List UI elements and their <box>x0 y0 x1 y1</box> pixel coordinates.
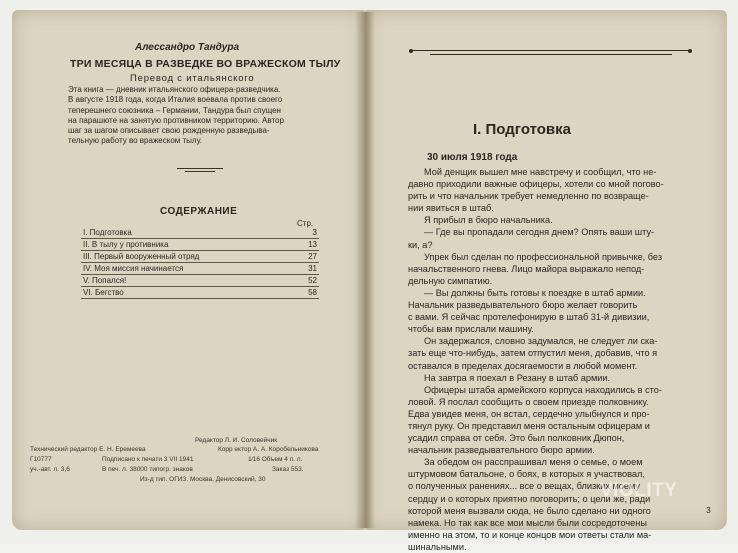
body-line: Я прибыл в бюро начальника. <box>424 215 553 226</box>
annotation-line: шаг за шагом описывает свою рожденную разведыва- <box>68 126 270 136</box>
imprint-sheets: уч.-авт. л. 3,6 <box>30 466 70 473</box>
book-title: ТРИ МЕСЯЦА В РАЗВЕДКЕ ВО ВРАЖЕСКОМ ТЫЛУ <box>70 58 341 70</box>
body-line: начальник разведывательного бюро армии. <box>408 445 595 456</box>
body-line: тянул руку. Он представил меня остальным офицерам и <box>408 420 650 431</box>
toc-page: 58 <box>308 288 317 297</box>
body-line: ки, а? <box>408 239 433 250</box>
annotation <box>68 85 328 147</box>
toc-page: 3 <box>312 228 317 237</box>
body-line: которой меня вызвали сюда, не было сделано ни одного <box>408 505 651 516</box>
chapter-title: I. Подготовка <box>473 121 571 138</box>
page-column-label: Стр. <box>297 219 314 228</box>
body-line: чтобы вам прислали машину. <box>408 324 534 335</box>
imprint-code: Г10777 <box>30 456 52 463</box>
author-name: Алессандро Тандура <box>135 42 240 53</box>
toc-title: III. Первый вооруженный отряд <box>83 252 200 261</box>
body-line: усадил справа от себя. Это был полковник Дюпон, <box>408 433 625 444</box>
translation-note: Перевод с итальянского <box>130 73 255 84</box>
annotation-line: на парашюте на занятую противником территорию. Автор <box>68 115 284 125</box>
toc-title: VI. Бегство <box>83 288 124 297</box>
body-line: рить и что начальник требует немедленно по возвраще- <box>408 191 649 202</box>
table-of-contents <box>81 227 319 299</box>
toc-title: IV. Моя миссия начинается <box>83 264 184 273</box>
body-line: На завтра я поехал в Резану в штаб армии. <box>424 372 611 383</box>
body-line: штурмовом батальоне, о боях, в которых я участвовал, <box>408 469 645 480</box>
body-line: дельную симпатию. <box>408 275 493 286</box>
body-line: Начальник разведывательного бюро желает говорить <box>408 300 638 311</box>
body-line: давно приходили важные офицеры, хотели со мной погово- <box>408 179 664 190</box>
toc-page: 52 <box>308 276 317 285</box>
body-line: о полученных ранениях... все о вещах, близких моему <box>408 481 641 492</box>
body-line: именно на этом, то и конце концов мои ответы стали ма- <box>408 529 652 540</box>
body-line: зать еще что-нибудь, затем отпустил меня, добавив, что я <box>408 348 658 359</box>
annotation-line: тельную работу во вражеском тылу. <box>68 136 203 146</box>
body-line: Офицеры штаба армейского корпуса находились в сто- <box>424 384 662 395</box>
imprint-print-info: В печ. л. 38000 типогр. знаков <box>102 466 193 473</box>
decorative-dot <box>688 49 692 53</box>
ornament-rule <box>177 168 223 169</box>
body-line: начальственного гнева. Лицо майора выражало непод- <box>408 263 645 274</box>
annotation-line: Эта книга — дневник итальянского офицера-разведчика. <box>68 85 281 94</box>
annotation-line: теперешнего союзника – Германии, Тандура был спущен <box>68 105 281 115</box>
imprint-format: 1⁄16 Объем 4 п. л. <box>248 456 303 463</box>
imprint-signed: Подписано к печати 3 VII 1941 <box>102 456 194 463</box>
toc-page: 27 <box>308 252 317 261</box>
ornament-rule <box>185 171 215 172</box>
body-line: За обедом он расспрашивал меня о семье, о моем <box>424 457 643 468</box>
decorative-rule <box>430 54 672 55</box>
book-gutter <box>355 12 375 528</box>
toc-row[interactable] <box>81 287 319 299</box>
toc-title: I. Подготовка <box>83 228 132 237</box>
imprint-order: Заказ 553. <box>272 466 304 473</box>
imprint-publisher: Из-д тип. ОГИЗ. Москва, Денисовский, 30 <box>140 476 266 483</box>
watermark: VIOLITY <box>600 480 678 501</box>
body-line: ловой. Я послал сообщить о своем приезде полковнику. <box>408 396 649 407</box>
toc-row[interactable] <box>81 251 319 263</box>
toc-row[interactable] <box>81 227 319 239</box>
page-number: 3 <box>706 505 711 515</box>
body-line: нии явиться в штаб. <box>408 203 494 214</box>
toc-row[interactable] <box>81 263 319 275</box>
diary-date: 30 июля 1918 года <box>427 152 518 163</box>
imprint-editor: Редактор Л. И. Соловейчик <box>195 437 278 444</box>
decorative-dot <box>409 49 413 53</box>
imprint-tech-editor: Технический редактор Е. Н. Еремеева <box>30 446 146 453</box>
toc-title: II. В тылу у противника <box>83 240 169 249</box>
body-line: — Вы должны быть готовы к поездке в штаб армии. <box>424 287 646 298</box>
toc-row[interactable] <box>81 275 319 287</box>
body-line: Он задержался, словно задумался, не следует ли ска- <box>424 336 658 347</box>
toc-page: 13 <box>308 240 317 249</box>
body-line: намека. Но так как все мои мысли были сосредоточены <box>408 517 647 528</box>
body-line: — Где вы пропадали сегодня днем? Опять ваши шту- <box>424 227 655 238</box>
body-line: Едва увидев меня, он встал, сердечно улыбнулся и про- <box>408 408 650 419</box>
body-line: с вами. Я сейчас протелефонирую в штаб 31-й дивизии, <box>408 312 650 323</box>
contents-heading: СОДЕРЖАНИЕ <box>160 206 238 217</box>
toc-row[interactable] <box>81 239 319 251</box>
decorative-rule <box>412 50 690 51</box>
body-line: Мой денщик вышел мне навстречу и сообщил, что не- <box>424 167 657 177</box>
body-line: Упрек был сделан по профессиональной привычке, без <box>424 251 663 262</box>
body-line: шинальными. <box>408 541 467 552</box>
body-line: сердцу и о которых приятно поговорить; о цели же, ради <box>408 493 651 504</box>
imprint-corrector: Корр ектор А. А. Коробельникова <box>218 446 319 453</box>
toc-page: 31 <box>308 264 317 273</box>
annotation-line: В августе 1918 года, когда Италия воевала против своего <box>68 95 283 105</box>
toc-title: V. Попался! <box>83 276 127 285</box>
body-line: оставался в пределах досягаемости в любой момент. <box>408 360 638 371</box>
